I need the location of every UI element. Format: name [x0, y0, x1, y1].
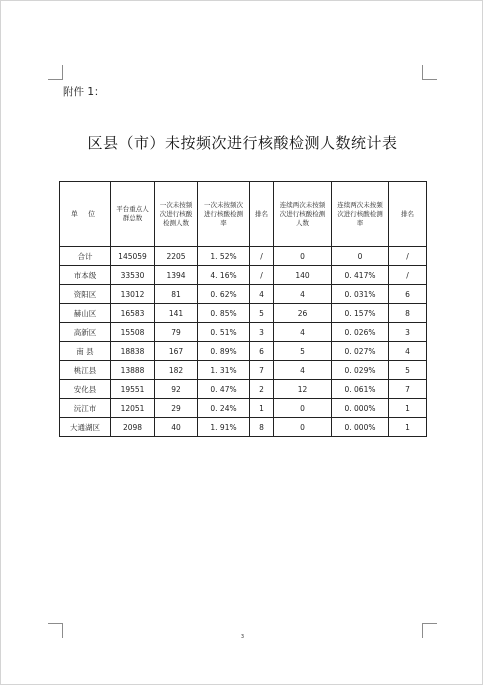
- cell-once-count: 92: [155, 380, 198, 399]
- document-title: 区县（市）未按频次进行核酸检测人数统计表: [87, 134, 398, 152]
- cell-once-count: 182: [155, 361, 198, 380]
- table-row: [60, 399, 427, 418]
- cell-twice-count: 4: [274, 323, 332, 342]
- table-row: [60, 418, 427, 437]
- cell-twice-count: 140: [274, 266, 332, 285]
- cell-rank-1: /: [250, 266, 274, 285]
- cell-twice-rate: 0. 000%: [332, 399, 389, 418]
- cell-twice-count: 4: [274, 285, 332, 304]
- cell-once-rate: 1. 91%: [198, 418, 250, 437]
- column-header-unit: 单 位: [60, 182, 111, 247]
- cell-rank-1: 8: [250, 418, 274, 437]
- table-row: [60, 361, 427, 380]
- cell-twice-rate: 0. 029%: [332, 361, 389, 380]
- cell-once-count: 79: [155, 323, 198, 342]
- cell-rank-2: 1: [389, 418, 427, 437]
- cell-once-count: 40: [155, 418, 198, 437]
- cell-twice-count: 0: [274, 247, 332, 266]
- cell-rank-2: 1: [389, 399, 427, 418]
- cell-once-count: 2205: [155, 247, 198, 266]
- statistics-table: [59, 181, 427, 437]
- cell-once-rate: 0. 24%: [198, 399, 250, 418]
- cell-once-rate: 0. 89%: [198, 342, 250, 361]
- table-header-row: [60, 182, 427, 247]
- cell-once-rate: 1. 31%: [198, 361, 250, 380]
- cell-once-rate: 0. 62%: [198, 285, 250, 304]
- cell-twice-count: 4: [274, 361, 332, 380]
- cell-rank-2: 4: [389, 342, 427, 361]
- column-header-total: 平台重点人群总数: [111, 182, 155, 247]
- cell-rank-1: 2: [250, 380, 274, 399]
- cell-once-rate: 0. 85%: [198, 304, 250, 323]
- cell-rank-1: 5: [250, 304, 274, 323]
- cell-unit: 高新区: [60, 323, 111, 342]
- column-header-rank-1: 排名: [250, 182, 274, 247]
- cell-total: 19551: [111, 380, 155, 399]
- cell-twice-rate: 0. 026%: [332, 323, 389, 342]
- crop-mark-top-left: [48, 65, 63, 80]
- column-header-once-count: 一次未按频次进行核酸检测人数: [155, 182, 198, 247]
- cell-total: 13012: [111, 285, 155, 304]
- cell-unit: 赫山区: [60, 304, 111, 323]
- cell-unit: 合计: [60, 247, 111, 266]
- cell-unit: 南 县: [60, 342, 111, 361]
- cell-twice-count: 12: [274, 380, 332, 399]
- cell-rank-1: 6: [250, 342, 274, 361]
- table-row: [60, 247, 427, 266]
- cell-twice-rate: 0. 417%: [332, 266, 389, 285]
- cell-once-count: 29: [155, 399, 198, 418]
- crop-mark-top-right: [422, 65, 437, 80]
- column-header-twice-count: 连续两次未按频次进行核酸检测人数: [274, 182, 332, 247]
- cell-twice-rate: 0. 157%: [332, 304, 389, 323]
- cell-twice-count: 0: [274, 399, 332, 418]
- cell-rank-2: /: [389, 266, 427, 285]
- cell-total: 2098: [111, 418, 155, 437]
- cell-once-count: 167: [155, 342, 198, 361]
- cell-once-rate: 1. 52%: [198, 247, 250, 266]
- column-header-once-rate: 一次未按频次进行核酸检测率: [198, 182, 250, 247]
- cell-rank-2: 5: [389, 361, 427, 380]
- attachment-label: 附件 1：: [63, 86, 105, 98]
- table-row: [60, 266, 427, 285]
- cell-total: 16583: [111, 304, 155, 323]
- cell-once-rate: 0. 51%: [198, 323, 250, 342]
- page-number: 3: [240, 634, 245, 640]
- cell-total: 12051: [111, 399, 155, 418]
- table-row: [60, 380, 427, 399]
- cell-total: 15508: [111, 323, 155, 342]
- cell-total: 13888: [111, 361, 155, 380]
- table-row: [60, 323, 427, 342]
- cell-rank-1: 1: [250, 399, 274, 418]
- cell-rank-1: 7: [250, 361, 274, 380]
- cell-total: 33530: [111, 266, 155, 285]
- cell-rank-1: 3: [250, 323, 274, 342]
- cell-twice-count: 5: [274, 342, 332, 361]
- cell-twice-count: 0: [274, 418, 332, 437]
- cell-twice-rate: 0. 027%: [332, 342, 389, 361]
- column-header-rank-2: 排名: [389, 182, 427, 247]
- cell-twice-rate: 0: [332, 247, 389, 266]
- cell-once-count: 1394: [155, 266, 198, 285]
- cell-rank-1: 4: [250, 285, 274, 304]
- table-row: [60, 285, 427, 304]
- cell-unit: 安化县: [60, 380, 111, 399]
- cell-rank-2: 6: [389, 285, 427, 304]
- cell-twice-rate: 0. 031%: [332, 285, 389, 304]
- cell-rank-2: /: [389, 247, 427, 266]
- cell-unit: 沅江市: [60, 399, 111, 418]
- column-header-twice-rate: 连续两次未按频次进行核酸检测率: [332, 182, 389, 247]
- table-row: [60, 342, 427, 361]
- cell-unit: 大通湖区: [60, 418, 111, 437]
- cell-once-rate: 4. 16%: [198, 266, 250, 285]
- cell-rank-1: /: [250, 247, 274, 266]
- cell-total: 18838: [111, 342, 155, 361]
- cell-rank-2: 7: [389, 380, 427, 399]
- cell-rank-2: 8: [389, 304, 427, 323]
- cell-once-rate: 0. 47%: [198, 380, 250, 399]
- cell-unit: 桃江县: [60, 361, 111, 380]
- cell-total: 145059: [111, 247, 155, 266]
- cell-twice-rate: 0. 000%: [332, 418, 389, 437]
- cell-twice-rate: 0. 061%: [332, 380, 389, 399]
- cell-once-count: 141: [155, 304, 198, 323]
- cell-rank-2: 3: [389, 323, 427, 342]
- cell-unit: 市本级: [60, 266, 111, 285]
- cell-twice-count: 26: [274, 304, 332, 323]
- cell-unit: 资阳区: [60, 285, 111, 304]
- table-row: [60, 304, 427, 323]
- cell-once-count: 81: [155, 285, 198, 304]
